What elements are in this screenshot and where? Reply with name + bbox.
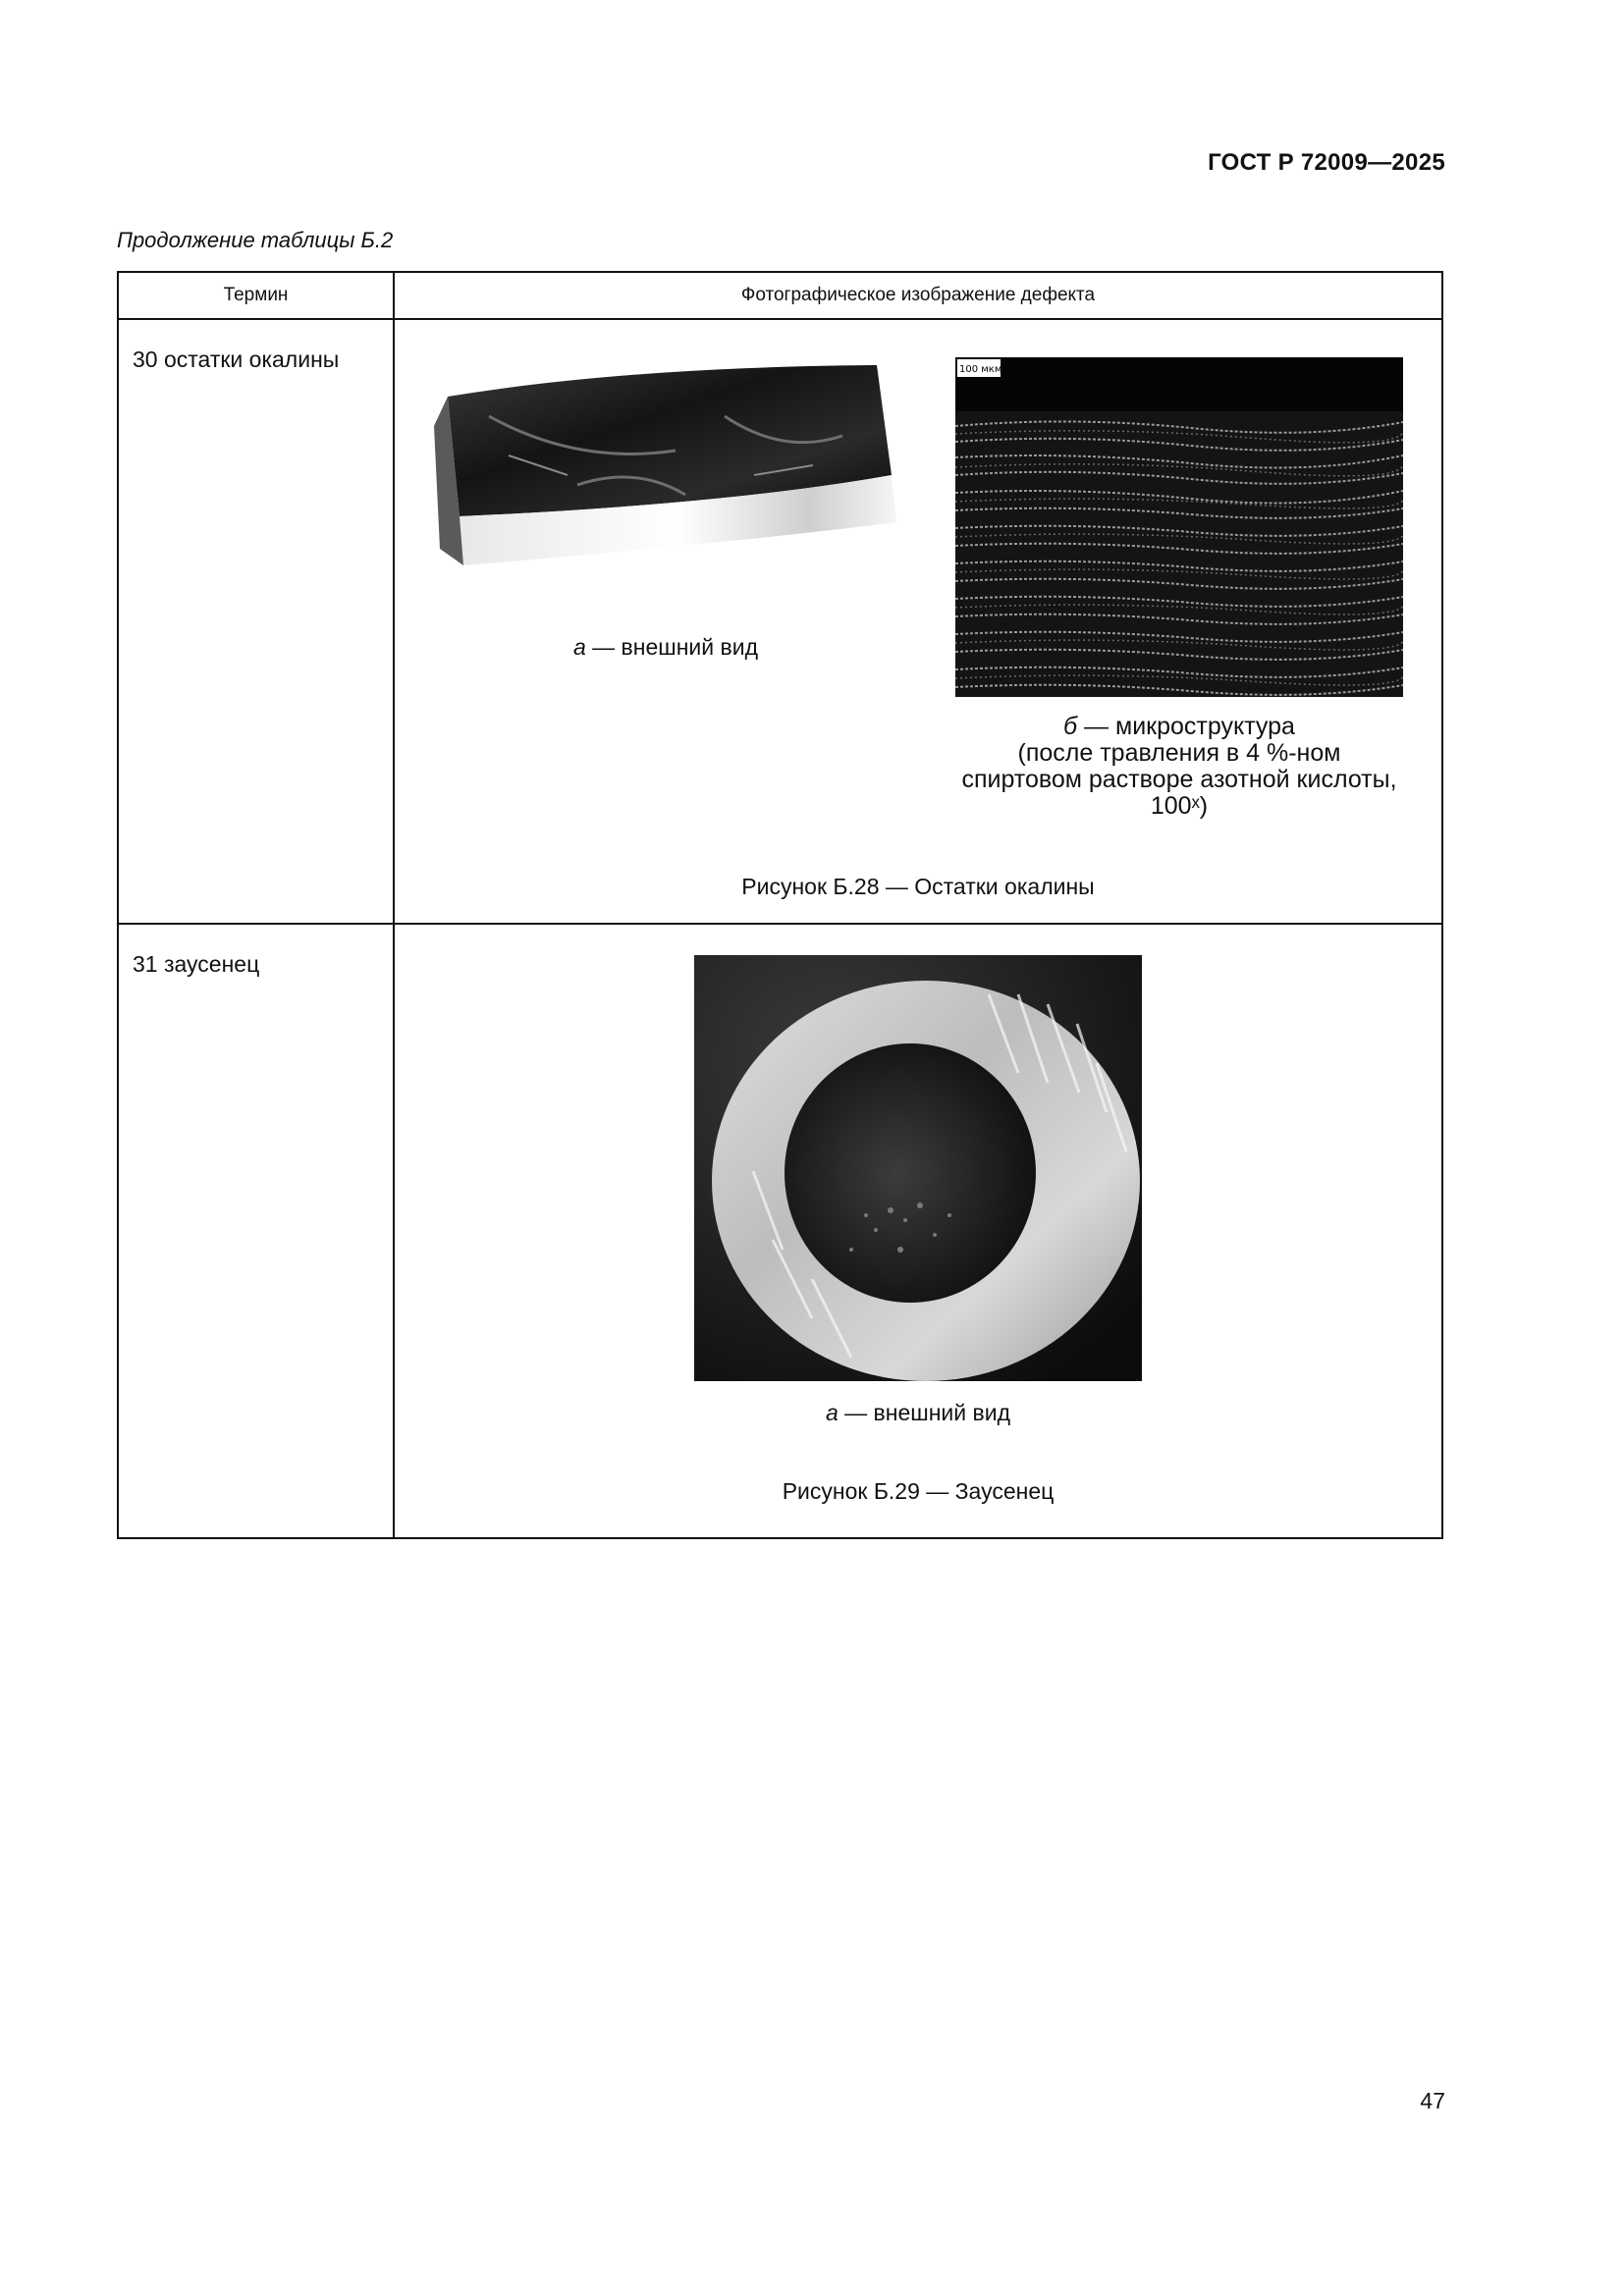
photo-a-caption: а — внешний вид [825,1400,1010,1425]
figure-title: Рисунок Б.29 — Заусенец [782,1478,1055,1504]
scale-bar-label: 100 мкм [959,364,1002,375]
column-header-photo: Фотографическое изображение дефекта [394,272,1442,319]
column-header-term: Термин [118,272,394,319]
table-header-row [118,272,1442,319]
photo-microstructure [955,357,1403,697]
photo-cell [394,924,1442,1538]
table-row [118,924,1442,1538]
photo-b-caption: б — микроструктура (после травления в 4 %-ном спиртовом растворе азотной кислоты, 100ˣ) [961,713,1397,820]
photo-a-caption: а — внешний вид [572,634,758,660]
term-cell [118,924,394,1538]
table-continuation-label: Продолжение таблицы Б.2 [117,228,394,252]
term-label: 30 остатки окалины [133,347,340,372]
page-number: 47 [1420,2088,1445,2113]
photo-burr-external [694,955,1142,1381]
term-label: 31 заусенец [133,951,260,977]
document-standard-number: ГОСТ Р 72009—2025 [1208,149,1445,176]
defects-table [117,271,1443,1539]
photo-cell [394,319,1442,924]
photo-scale-residue-external [430,357,901,568]
table-row [118,319,1442,924]
term-cell [118,319,394,924]
figure-title: Рисунок Б.28 — Остатки окалины [741,874,1095,899]
